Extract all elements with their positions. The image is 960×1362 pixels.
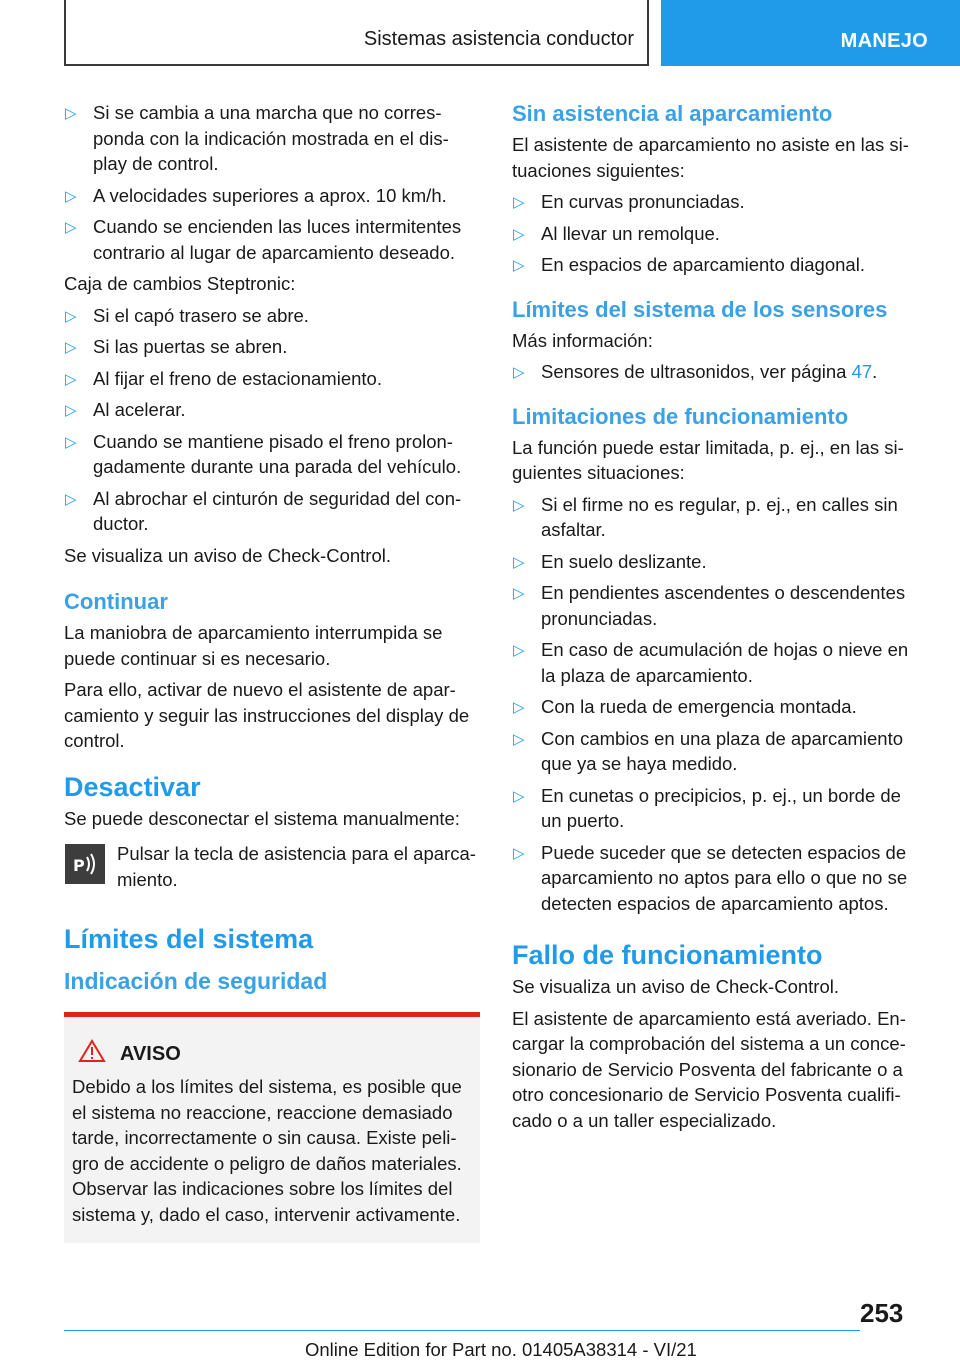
list-item: ▷ Al abrochar el cinturón de seguridad del con‐ductor. xyxy=(65,487,462,534)
triangle-right-icon: ▷ xyxy=(65,339,77,356)
list-item: ▷ Cuando se mantiene pisado el freno prolon‐gadamente durante una parada del vehículo. xyxy=(65,430,462,477)
triangle-right-icon: ▷ xyxy=(513,225,525,243)
right-column xyxy=(512,100,922,1139)
warning-header xyxy=(78,1039,472,1069)
desactivar-paragraph: Se puede desconectar el sistema manualmente: xyxy=(64,807,460,829)
triangle-right-icon: ▷ xyxy=(65,187,77,205)
list-item: ▷ Puede suceder que se detecten espacios de aparcamiento no aptos para ello o que no se detecten espacios de aparcamiento aptos. xyxy=(513,841,908,914)
desactivar-heading: Desactivar xyxy=(64,771,201,802)
triangle-right-icon: ▷ xyxy=(65,307,77,325)
list-item: ▷ A velocidades superiores a aprox. 10 km/h. xyxy=(64,183,480,209)
warning-title: AVISO xyxy=(120,1042,181,1065)
header-chapter-title: MANEJO xyxy=(840,30,928,52)
footer-edition: Online Edition for Part no. 01405A38314 - VI/21 xyxy=(305,1339,697,1360)
list-item: ▷ Al acelerar. xyxy=(64,397,480,423)
continuar-paragraph-1: La maniobra de aparcamiento interrumpida se puede continuar si es necesario. xyxy=(64,622,443,669)
list-item: ▷ Al llevar un remolque. xyxy=(512,221,922,247)
shift-conditions-list xyxy=(64,100,480,265)
continuar-paragraph-2: Para ello, activar de nuevo el asistente de apar‐camiento y seguir las instrucciones del display de control. xyxy=(64,679,470,751)
parking-assist-key-text: Pulsar la tecla de asistencia para el aparca‐miento. xyxy=(117,843,476,890)
header-section-box xyxy=(64,0,649,66)
list-item: ▷ Si las puertas se abren. xyxy=(64,334,480,360)
triangle-right-icon: ▷ xyxy=(65,105,77,122)
warning-triangle-icon xyxy=(78,1039,110,1069)
sin-asistencia-list xyxy=(512,189,922,278)
triangle-right-icon: ▷ xyxy=(65,433,77,451)
list-item: ▷ Si se cambia a una marcha que no corres‐ponda con la indicación mostrada en el dis‐play de control. xyxy=(65,102,449,174)
list-item: ▷ En suelo deslizante. xyxy=(512,549,922,575)
footer-divider xyxy=(64,1330,860,1331)
steptronic-label: Caja de cambios Steptronic: xyxy=(64,273,296,294)
list-item: ▷ Con cambios en una plaza de aparcamiento que ya se haya medido. xyxy=(513,727,904,774)
triangle-right-icon: ▷ xyxy=(513,496,525,514)
list-item: ▷ Cuando se encienden las luces intermitentes contrario al lugar de aparcamiento deseado. xyxy=(65,216,462,263)
seguridad-heading: Indicación de seguridad xyxy=(64,968,328,994)
limitaciones-heading: Limitaciones de funcionamiento xyxy=(512,403,849,429)
limites-heading: Límites del sistema xyxy=(64,924,314,954)
triangle-right-icon: ▷ xyxy=(513,257,525,274)
triangle-right-icon: ▷ xyxy=(513,642,525,659)
list-item: ▷ En caso de acumulación de hojas o nieve en la plaza de aparcamiento. xyxy=(513,639,909,686)
page-link-47[interactable]: 47 xyxy=(851,361,873,382)
triangle-right-icon: ▷ xyxy=(513,787,525,805)
fallo-paragraph-1: Se visualiza un aviso de Check-Control. xyxy=(512,976,839,997)
sin-asistencia-heading: Sin asistencia al aparcamiento xyxy=(512,101,833,126)
parking-assist-glyph xyxy=(70,849,100,879)
steptronic-conditions-list xyxy=(64,303,480,537)
triangle-right-icon: ▷ xyxy=(65,370,77,388)
list-item: ▷ Si el capó trasero se abre. xyxy=(64,303,480,329)
list-item: ▷ Con la rueda de emergencia montada. xyxy=(512,694,922,720)
triangle-right-icon: ▷ xyxy=(65,402,77,419)
list-item: ▷ En cunetas o precipicios, p. ej., un borde de un puerto. xyxy=(513,784,901,831)
sensores-paragraph: Más información: xyxy=(512,329,653,351)
sin-asistencia-paragraph: El asistente de aparcamiento no asiste en las si‐tuaciones siguientes: xyxy=(512,134,909,181)
sensores-heading: Límites del sistema de los sensores xyxy=(512,296,888,322)
triangle-right-icon: ▷ xyxy=(513,585,525,602)
triangle-right-icon: ▷ xyxy=(513,699,525,716)
fallo-heading: Fallo de funcionamiento xyxy=(512,940,823,970)
triangle-right-icon: ▷ xyxy=(513,364,525,381)
triangle-right-icon: ▷ xyxy=(65,490,77,508)
limitaciones-list xyxy=(512,492,922,917)
list-item: ▷ En espacios de aparcamiento diagonal. xyxy=(512,252,922,278)
sensores-list xyxy=(512,359,922,385)
list-item: ▷ Si el firme no es regular, p. ej., en calles sin asfaltar. xyxy=(513,493,898,540)
triangle-right-icon: ▷ xyxy=(513,194,525,211)
svg-text:P: P xyxy=(73,856,85,875)
list-item: ▷ Al fijar el freno de estacionamiento. xyxy=(64,366,480,392)
triangle-right-icon: ▷ xyxy=(513,844,525,862)
page-number: 253 xyxy=(860,1298,904,1328)
parking-assist-key-row xyxy=(64,841,480,892)
check-control-text: Se visualiza un aviso de Check-Control. xyxy=(64,544,391,566)
triangle-right-icon: ▷ xyxy=(513,730,525,748)
continuar-heading: Continuar xyxy=(64,589,168,614)
warning-text: Debido a los límites del sistema, es posible que el sistema no reaccione, reaccione demasiado tarde, incorrectamente o sin causa. Existe peli‐gro de accidente o peligro de daños materiales. Observar las indicaciones sobre los límites del sistema y, dado el caso, intervenir activamente. xyxy=(72,1076,462,1225)
limitaciones-paragraph: La función puede estar limitada, p. ej., en las si‐guientes situaciones: xyxy=(512,436,904,483)
fallo-paragraph-2: El asistente de aparcamiento está averiado. En‐cargar la comprobación del sistema a un conce‐sionario de Servicio Posventa del fabricante o a otro concesionario de Servicio Posventa cualifi‐cado o a un taller especializado. xyxy=(512,1007,906,1131)
warning-box xyxy=(64,1012,480,1243)
header-section-title: Sistemas asistencia conductor xyxy=(363,28,634,50)
list-item: ▷ Sensores de ultrasonidos, ver página 47. xyxy=(512,359,922,385)
list-item: ▷ En pendientes ascendentes o descendentes pronunciadas. xyxy=(513,582,906,629)
triangle-right-icon: ▷ xyxy=(513,553,525,571)
left-column xyxy=(64,100,480,1243)
parking-assist-key-icon xyxy=(65,844,105,884)
triangle-right-icon: ▷ xyxy=(65,219,77,236)
warning-triangle-glyph xyxy=(78,1039,106,1063)
header-chapter-tab xyxy=(661,0,960,66)
list-item: ▷ En curvas pronunciadas. xyxy=(512,189,922,215)
